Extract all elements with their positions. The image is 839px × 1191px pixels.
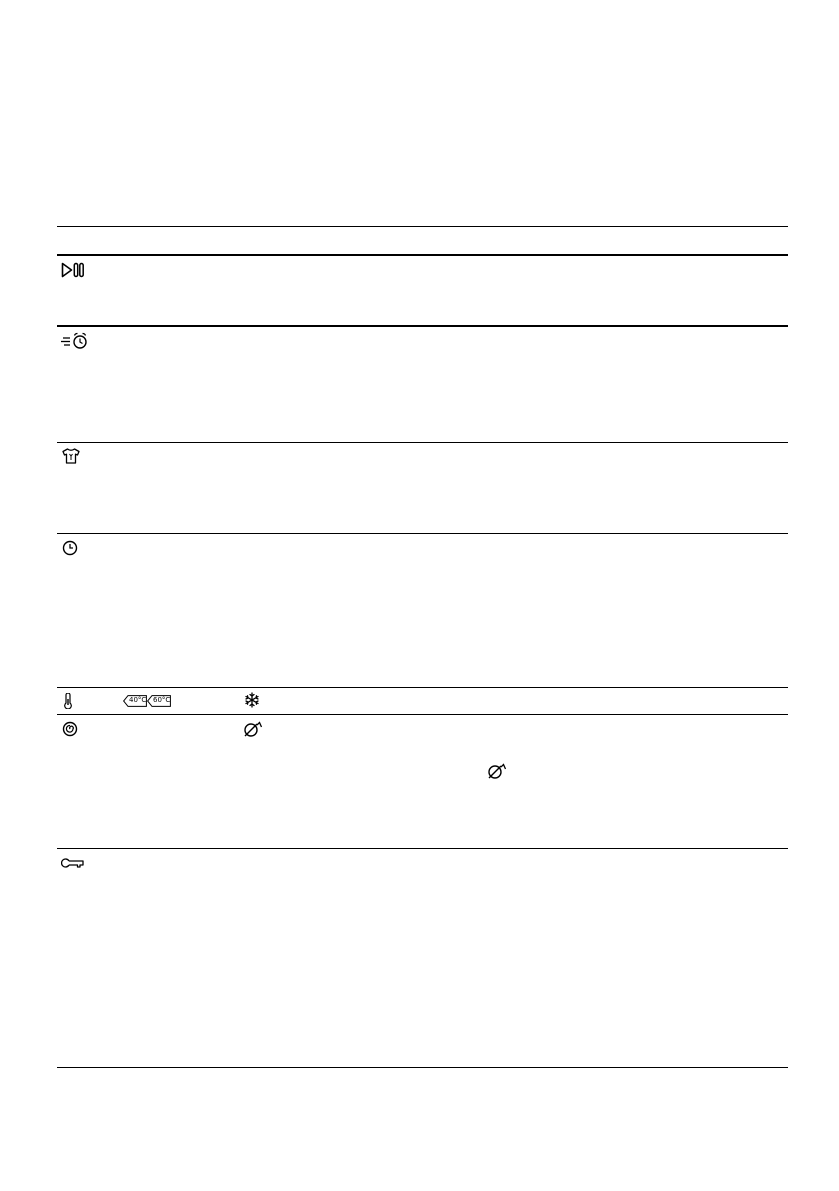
no-spin-icon (243, 721, 263, 737)
table-bottom-rule (57, 1067, 788, 1068)
no-spin-inline-icon (487, 763, 507, 779)
row-divider (57, 325, 788, 327)
row-divider (57, 442, 788, 443)
fast-alarm-icon (61, 332, 91, 350)
snowflake-icon (244, 692, 260, 708)
start-pause-icon (61, 262, 85, 278)
spin-icon (62, 721, 78, 737)
temp-badge-40 (123, 694, 147, 712)
key-icon (61, 858, 85, 870)
table-header-rule (57, 254, 788, 256)
row-divider (57, 687, 788, 688)
temp-badge-60-label: 60°C (153, 696, 171, 704)
row-divider (57, 848, 788, 849)
thermometer-icon (63, 693, 73, 709)
temp-badge-60 (147, 694, 171, 712)
clock-icon (62, 540, 78, 556)
table-top-rule (57, 226, 788, 227)
row-divider (57, 533, 788, 534)
shirt-icon (62, 448, 80, 464)
temp-badge-40-label: 40°C (129, 696, 147, 704)
row-divider (57, 714, 788, 715)
